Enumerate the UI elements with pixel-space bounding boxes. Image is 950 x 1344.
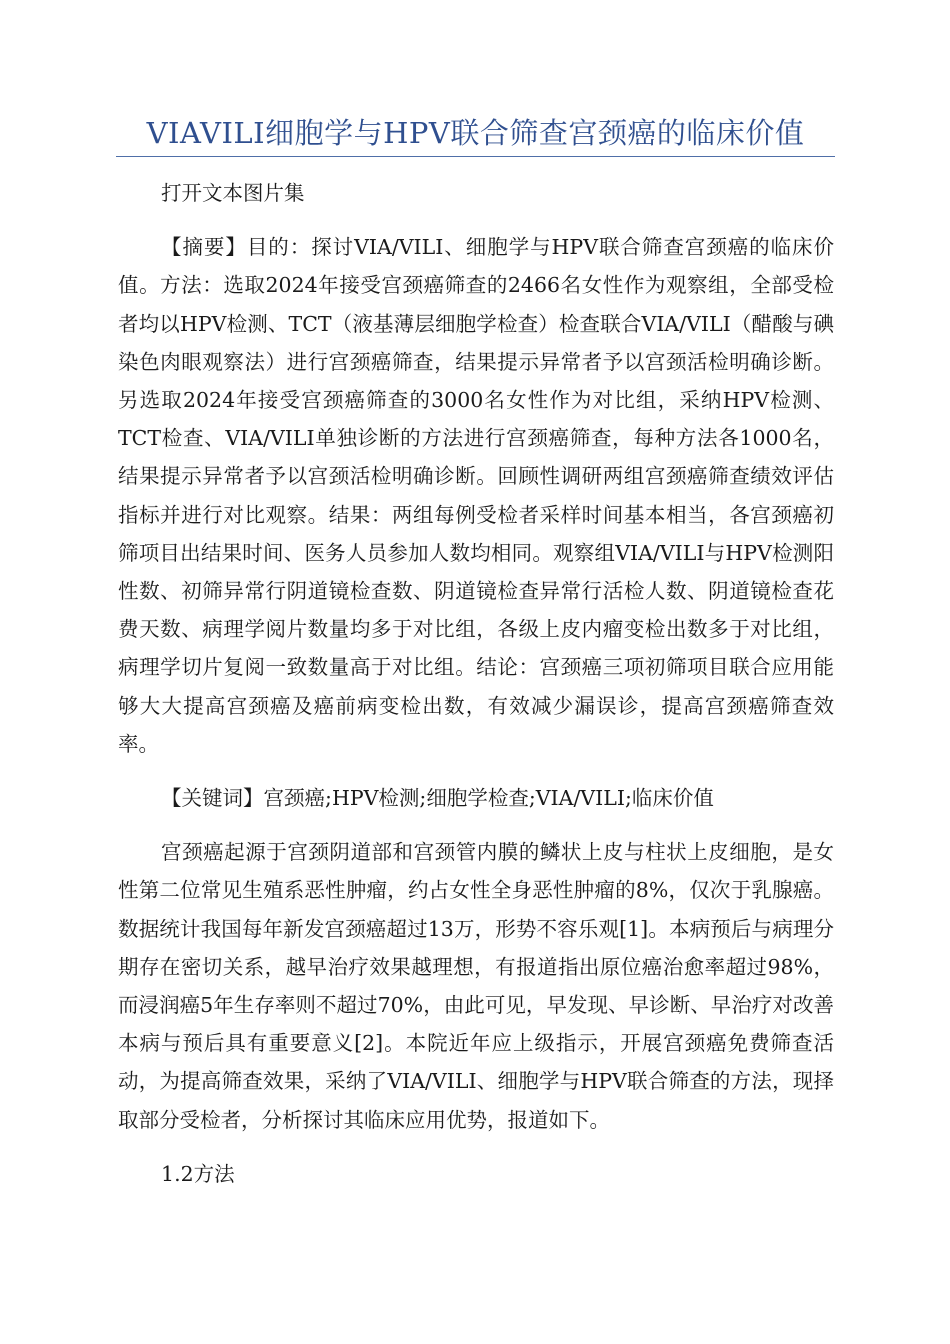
- document-body: [118, 174, 834, 1193]
- abstract-paragraph: 【摘要】目的：探讨VIA/VILI、细胞学与HPV联合筛查宫颈癌的临床价值。方法：选取2024年接受宫颈癌筛查的2466名女性作为观察组，全部受检者均以HPV检测、TCT（液基薄层细胞学检查）检查联合VIA/VILI（醋酸与碘染色肉眼观察法）进行宫颈癌筛查，结果提示异常者予以宫颈活检明确诊断。另选取2024年接受宫颈癌筛查的3000名女性作为对比组，采纳HPV检测、TCT检查、VIA/VILI单独诊断的方法进行宫颈癌筛查，每种方法各1000名，结果提示异常者予以宫颈活检明确诊断。回顾性调研两组宫颈癌筛查绩效评估指标并进行对比观察。结果：两组每例受检者采样时间基本相当，各宫颈癌初筛项目出结果时间、医务人员参加人数均相同。观察组VIA/VILI与HPV检测阳性数、初筛异常行阴道镜检查数、阴道镜检查异常行活检人数、阴道镜检查花费天数、病理学阅片数量均多于对比组，各级上皮内瘤变检出数多于对比组，病理学切片复阅一致数量高于对比组。结论：宫颈癌三项初筛项目联合应用能够大大提高宫颈癌及癌前病变检出数，有效减少漏误诊，提高宫颈癌筛查效率。: [118, 235, 834, 756]
- intro-paragraph: 宫颈癌起源于宫颈阴道部和宫颈管内膜的鳞状上皮与柱状上皮细胞，是女性第二位常见生殖系恶性肿瘤，约占女性全身恶性肿瘤的8%，仅次于乳腺癌。数据统计我国每年新发宫颈癌超过13万，形势不容乐观[1]。本病预后与病理分期存在密切关系，越早治疗效果越理想，有报道指出原位癌治愈率超过98%，而浸润癌5年生存率则不超过70%，由此可见，早发现、早诊断、早治疗对改善本病与预后具有重要意义[2]。本院近年应上级指示，开展宫颈癌免费筛查活动，为提高筛查效果，采纳了VIA/VILI、细胞学与HPV联合筛查的方法，现择取部分受检者，分析探讨其临床应用优势，报道如下。: [118, 840, 834, 1132]
- section-heading: 1.2方法: [161, 1161, 235, 1186]
- title-block: [116, 112, 835, 157]
- document-title: VIAVILI细胞学与HPV联合筛查宫颈癌的临床价值: [146, 116, 805, 150]
- open-gallery-link[interactable]: 打开文本图片集: [161, 181, 305, 205]
- keywords-paragraph: 【关键词】宫颈癌;HPV检测;细胞学检查;VIA/VILI;临床价值: [161, 786, 714, 811]
